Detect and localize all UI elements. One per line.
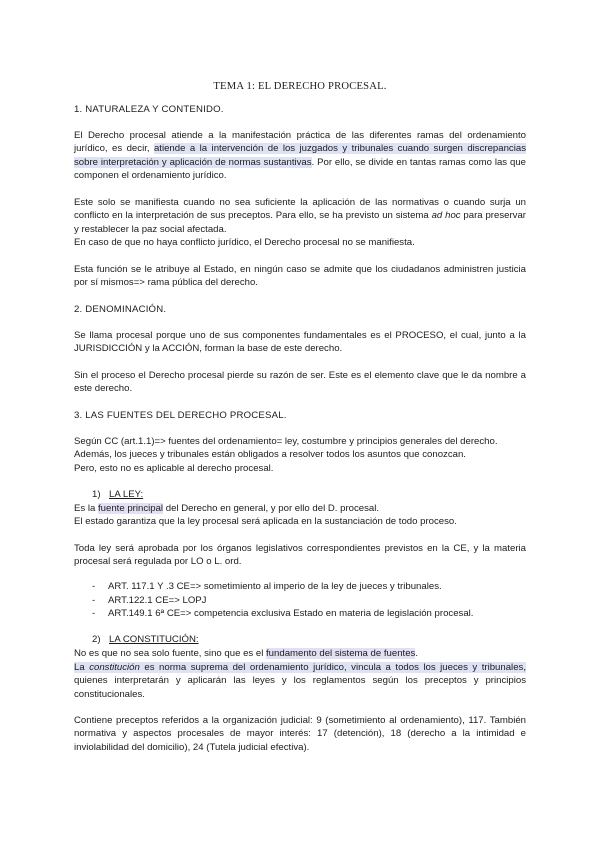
bullet-text: ART.122.1 CE=> LOPJ	[108, 594, 207, 606]
s1-p1-text-b: . Por ello, se divide en tantas ramas como las que componen el ordenamiento jurídico.	[74, 156, 526, 182]
list-item	[92, 607, 532, 621]
bullet-text: ART. 117.1 Y .3 CE=> sometimiento al imperio de la ley de jueces y tribunales.	[108, 581, 442, 592]
s1-p2-italic: ad hoc	[431, 210, 461, 222]
s1-paragraph-2	[74, 196, 526, 250]
constitucion-text-a: No es que no sea solo fuente, sino que es el	[74, 648, 267, 659]
list-item	[92, 580, 532, 594]
constitucion-text-d: quienes interpretarán y aplicarán las leyes y los reglamentos según los preceptos y principios constitucionales.	[74, 675, 526, 700]
s2-paragraph-1: Se llama procesal porque uno de sus componentes fundamentales es el PROCESO, el cual, junto a la JURISDICCIÓN y la ACCIÓN, forman la base de este derecho.	[74, 330, 526, 355]
bullet-dash: -	[92, 594, 96, 606]
list-item	[92, 594, 532, 608]
subheading-ley-number: 1)	[92, 489, 101, 500]
ley-p1-line-2: El estado garantiza que la ley procesal será aplicada en la sustanciación de todo proceso.	[74, 516, 457, 528]
ley-bullet-list	[92, 580, 532, 621]
s1-p1-text-a: El Derecho procesal atiende a la manifestación práctica de las diferentes ramas del ordenamiento jurídico, es decir,	[74, 130, 526, 155]
bullet-dash: -	[92, 581, 96, 592]
bullet-text: ART.149.1 6ª CE=> competencia exclusiva Estado en materia de legislación procesal.	[108, 608, 474, 620]
constitucion-text-b: .	[415, 648, 419, 659]
ley-paragraph-2: Toda ley será aprobada por los órganos legislativos correspondientes previstos en la CE, y la materia procesal será regulada por LO o L. ord.	[74, 543, 526, 568]
s1-p2-text-c: En caso de que no haya conflicto jurídico, el Derecho procesal no se manifiesta.	[74, 237, 415, 249]
s3-p1-line-2: Además, los jueces y tribunales están obligados a resolver todos los asuntos que conozcan.	[74, 449, 466, 461]
ley-paragraph-1	[74, 502, 526, 529]
constitucion-line-1	[74, 647, 526, 660]
s1-p2-text-a: Este solo se manifiesta cuando no sea suficiente la aplicación de las normativas o cuando surja un conflicto en la interpretación de sus preceptos. Para ello, se ha previsto un sistema	[74, 197, 526, 222]
section-2-heading: 2. DENOMINACIÓN.	[74, 304, 167, 315]
s3-p1-line-1: Según CC (art.1.1)=> fuentes del ordenamiento= ley, costumbre y principios generales del derecho.	[74, 436, 498, 447]
constitucion-c-italic: constitución	[89, 662, 140, 673]
constitucion-paragraph-2: Contiene preceptos referidos a la organización judicial: 9 (sometimiento al ordenamiento), 117. También normativa y aspectos procesales de mayor interés: 17 (detención), 18 (derecho a la intimidad e inviolabilidad del domicilio), 24 (Tutela judicial efectiva).	[74, 715, 526, 753]
s3-paragraph-1	[74, 435, 526, 475]
s3-p1-line-3: Pero, esto no es aplicable al derecho procesal.	[74, 462, 274, 474]
document-title: TEMA 1: EL DERECHO PROCESAL.	[213, 81, 387, 92]
constitucion-paragraph-1	[74, 661, 526, 701]
section-3-heading: 3. LAS FUENTES DEL DERECHO PROCESAL.	[74, 410, 287, 421]
ley-p1-text-a: Es la	[74, 503, 98, 514]
s2-paragraph-2: Sin el proceso el Derecho procesal pierde su razón de ser. Este es el elemento clave que le da nombre a este derecho.	[74, 370, 526, 395]
s1-paragraph-3: Esta función se le atribuye al Estado, en ningún caso se admite que los ciudadanos administren justicia por sí mismos=> rama pública del derecho.	[74, 264, 526, 289]
subheading-constitucion	[92, 633, 199, 646]
subheading-constitucion-label: LA CONSTITUCIÓN:	[109, 634, 199, 645]
s1-p2-text-b: para preservar y restablecer la paz social afectada.	[74, 210, 526, 235]
subheading-constitucion-number: 2)	[92, 634, 101, 645]
s1-p1-highlight: atiende a la intervención de los juzgados y tribunales cuando surgen discrepancias sobre interpretación y aplicación de normas sustantivas	[74, 143, 526, 168]
constitucion-highlight-line	[74, 662, 526, 673]
subheading-ley-label: LA LEY:	[109, 489, 144, 500]
constitucion-c-pre: La	[74, 662, 90, 673]
section-1-heading: 1. NATURALEZA Y CONTENIDO.	[74, 104, 224, 115]
constitucion-highlight: fundamento del sistema de fuentes	[266, 648, 416, 659]
ley-p1-text-b: del Derecho en general, y por ello del D. procesal.	[163, 503, 380, 514]
constitucion-c-post: es norma suprema del ordenamiento jurídico, vincula a todos los jueces y tribunales,	[139, 662, 526, 673]
ley-p1-highlight: fuente principal	[98, 503, 164, 514]
bullet-dash: -	[92, 608, 96, 620]
subheading-ley	[92, 488, 143, 501]
s1-paragraph-1	[74, 129, 526, 183]
